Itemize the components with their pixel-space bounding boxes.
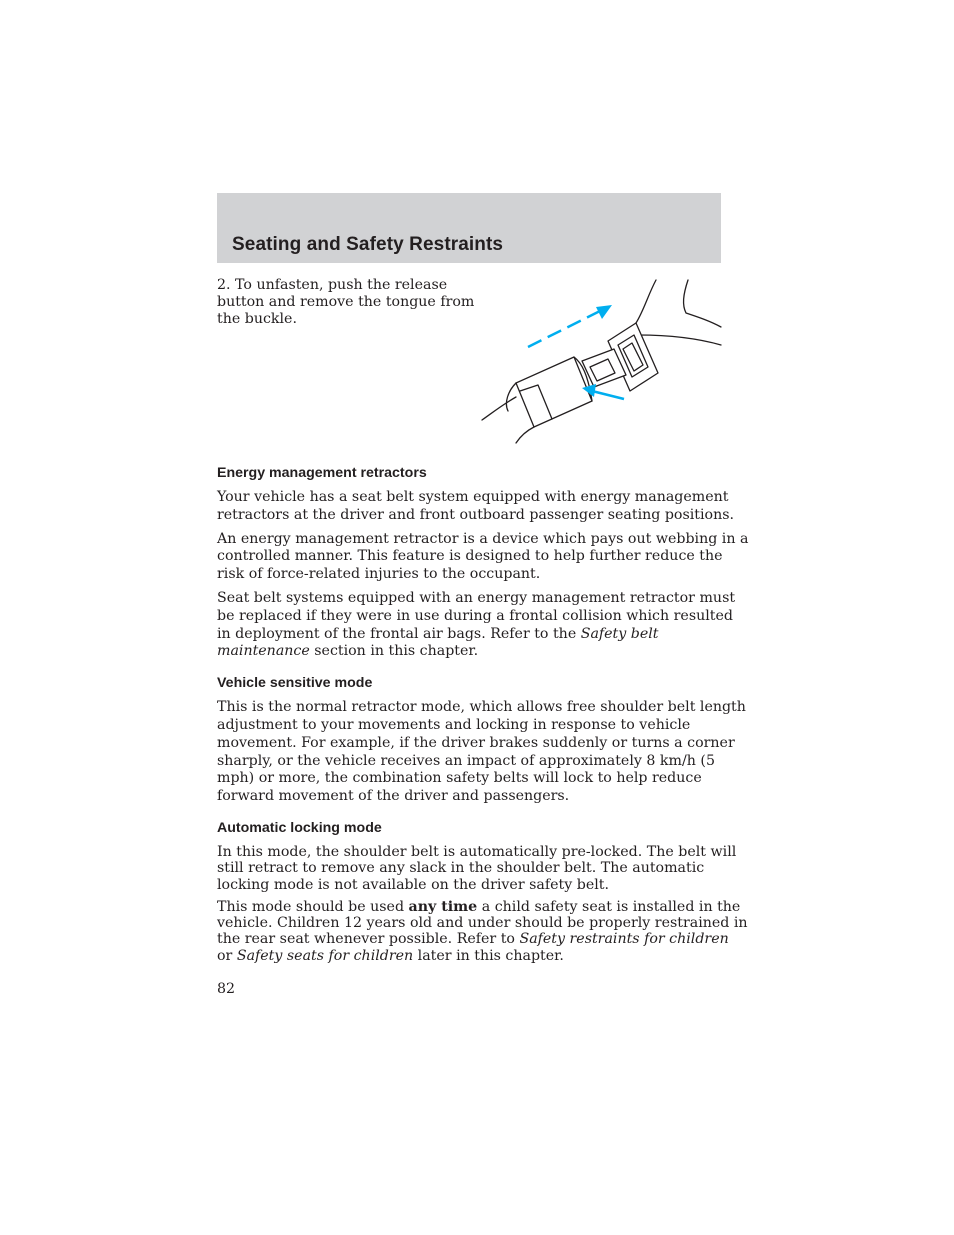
text-run: This mode should be used	[217, 898, 409, 915]
text-line	[217, 626, 727, 644]
step-line: button and remove the tongue from	[217, 294, 475, 310]
paragraph	[217, 530, 749, 584]
text-run: a child safety seat is installed in the	[477, 898, 741, 915]
text-line: sharply, or the vehicle receives an impact of approximately 8 km/h (5	[217, 752, 715, 769]
text-line: risk of force-related injuries to the occupant.	[217, 566, 541, 583]
page-number: 82	[217, 981, 236, 997]
text-line: In this mode, the shoulder belt is automatically pre-locked. The belt will	[217, 843, 737, 860]
text-line: locking mode is not available on the driver safety belt.	[217, 876, 609, 893]
text-line: vehicle. Children 12 years old and under should be properly restrained in	[217, 915, 748, 932]
text-line: mph) or more, the combination safety belts will lock to help reduce	[217, 770, 702, 787]
section-header-band	[217, 193, 721, 263]
text-line	[217, 948, 727, 964]
paragraph	[217, 898, 748, 964]
heading-vehicle-sensitive-mode: Vehicle sensitive mode	[217, 675, 373, 692]
text-line: An energy management retractor is a device which pays out webbing in a	[217, 530, 749, 547]
cross-reference-italic: Safety belt	[580, 625, 659, 642]
text-line: Seat belt systems equipped with an energy management retractor must	[217, 589, 736, 606]
heading-automatic-locking-mode: Automatic locking mode	[217, 819, 382, 836]
text-line	[217, 931, 727, 947]
text-run: or	[217, 947, 237, 964]
pull-direction-arrow	[528, 305, 612, 347]
heading-energy-management-retractors: Energy management retractors	[217, 465, 427, 481]
text-line: retractors at the driver and front outboard passenger seating positions.	[217, 506, 735, 523]
text-run: section in this chapter.	[309, 643, 479, 660]
text-line: adjustment to your movements and locking in response to vehicle	[217, 716, 691, 733]
cross-reference-italic: Safety restraints for children	[519, 931, 729, 948]
body-content	[217, 465, 749, 970]
buckle-linework	[482, 280, 721, 443]
seat-belt-buckle-release-illustration	[478, 275, 723, 445]
cross-reference-italic: maintenance	[217, 643, 310, 660]
section-title: Seating and Safety Restraints	[232, 234, 504, 256]
paragraph	[217, 489, 735, 525]
text-line: still retract to remove any slack in the shoulder belt. The automatic	[217, 860, 705, 877]
text-line	[217, 643, 727, 661]
text-run: later in this chapter.	[413, 947, 564, 964]
paragraph	[217, 699, 746, 806]
paragraph	[217, 843, 737, 893]
step-line: the buckle.	[217, 311, 297, 327]
emphasis-bold: any time	[408, 898, 478, 915]
text-run: in deployment of the frontal air bags. Refer to the	[217, 625, 581, 642]
paragraph	[217, 589, 736, 661]
text-line: be replaced if they were in use during a frontal collision which resulted	[217, 607, 733, 624]
text-line: forward movement of the driver and passengers.	[217, 788, 570, 805]
text-line: This is the normal retractor mode, which allows free shoulder belt length	[217, 699, 746, 716]
cross-reference-italic: Safety seats for children	[236, 947, 414, 964]
unfasten-step-text	[217, 277, 477, 328]
text-line: controlled manner. This feature is designed to help further reduce the	[217, 548, 723, 565]
text-line: movement. For example, if the driver brakes suddenly or turns a corner	[217, 734, 735, 751]
text-line: Your vehicle has a seat belt system equipped with energy management	[217, 489, 729, 505]
text-line	[217, 898, 741, 915]
text-run: the rear seat whenever possible. Refer to	[217, 931, 520, 948]
step-line: 2. To unfasten, push the release	[217, 277, 448, 293]
